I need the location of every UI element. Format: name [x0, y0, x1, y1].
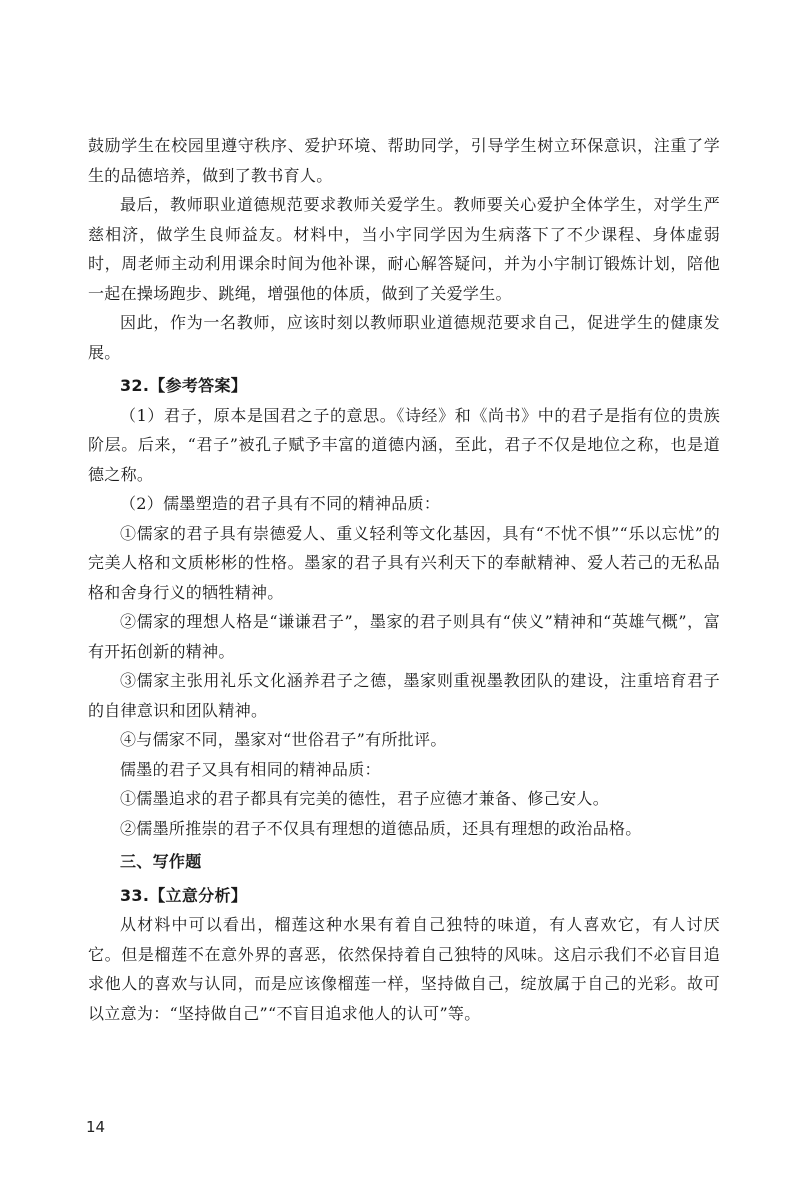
- q32-heading: 32.【参考答案】: [120, 376, 248, 395]
- q32-diff-item: ④与儒家不同，墨家对“世俗君子”有所批评。: [120, 730, 447, 749]
- paragraph-conclusion: 因此，作为一名教师，应该时刻以教师职业道德规范要求自己，促进学生的健康发展。: [88, 313, 720, 362]
- paragraph-love-students: 最后，教师职业道德规范要求教师关爱学生。教师要关心爱护全体学生，对学生严慈相济，做学生良师益友。材料中，当小宇同学因为生病落下了不少课程、身体虚弱时，周老师主动利用课余时间为他补课，耐心解答疑问，并为小宇制订锻炼计划，陪他一起在操场跑步、跳绳，增强他的体质，做到了关爱学生。: [88, 195, 720, 303]
- section3-heading: 三、写作题: [120, 852, 202, 871]
- q32-part1: （1）君子，原本是国君之子的意思。《诗经》和《尚书》中的君子是指有位的贵族阶层。后来，“君子”被孔子赋予丰富的道德内涵，至此，君子不仅是地位之称，也是道德之称。: [88, 405, 720, 484]
- q32-diff-item: ②儒家的理想人格是“谦谦君子”，墨家的君子则具有“侠义”精神和“英雄气概”，富有开拓创新的精神。: [88, 612, 720, 661]
- q33-heading: 33.【立意分析】: [120, 885, 248, 905]
- paragraph-continued: 鼓励学生在校园里遵守秩序、爱护环境、帮助同学，引导学生树立环保意识，注重了学生的品德培养，做到了教书育人。: [88, 136, 720, 185]
- q32-diff-item: ③儒家主张用礼乐文化涵养君子之德，墨家则重视墨教团队的建设，注重培育君子的自律意识和团队精神。: [88, 671, 720, 720]
- q32-diff-item: ①儒家的君子具有崇德爱人、重义轻利等文化基因，具有“不忧不惧”“乐以忘忧”的完美人格和文质彬彬的性格。墨家的君子具有兴利天下的奉献精神、爱人若己的无私品格和舍身行义的牺牲精神。: [88, 523, 720, 602]
- page-number: 14: [86, 1118, 106, 1136]
- q32-part2-intro: （2）儒墨塑造的君子具有不同的精神品质：: [120, 494, 441, 513]
- page-content: [88, 131, 720, 1028]
- q32-same-intro: 儒墨的君子又具有相同的精神品质：: [120, 759, 381, 779]
- q33-text: 从材料中可以看出，榴莲这种水果有着自己独特的味道，有人喜欢它，有人讨厌它。但是榴莲不在意外界的喜恶，依然保持着自己独特的风味。这启示我们不必盲目追求他人的喜欢与认同，而是应该像榴莲一样，坚持做自己，绽放属于自己的光彩。故可以立意为：“坚持做自己”“不盲目追求他人的认可”等。: [88, 915, 720, 1023]
- q32-same-item: ①儒墨追求的君子都具有完美的德性，君子应德才兼备、修己安人。: [120, 789, 610, 808]
- q32-same-item: ②儒墨所推崇的君子不仅具有理想的道德品质，还具有理想的政治品格。: [120, 818, 642, 838]
